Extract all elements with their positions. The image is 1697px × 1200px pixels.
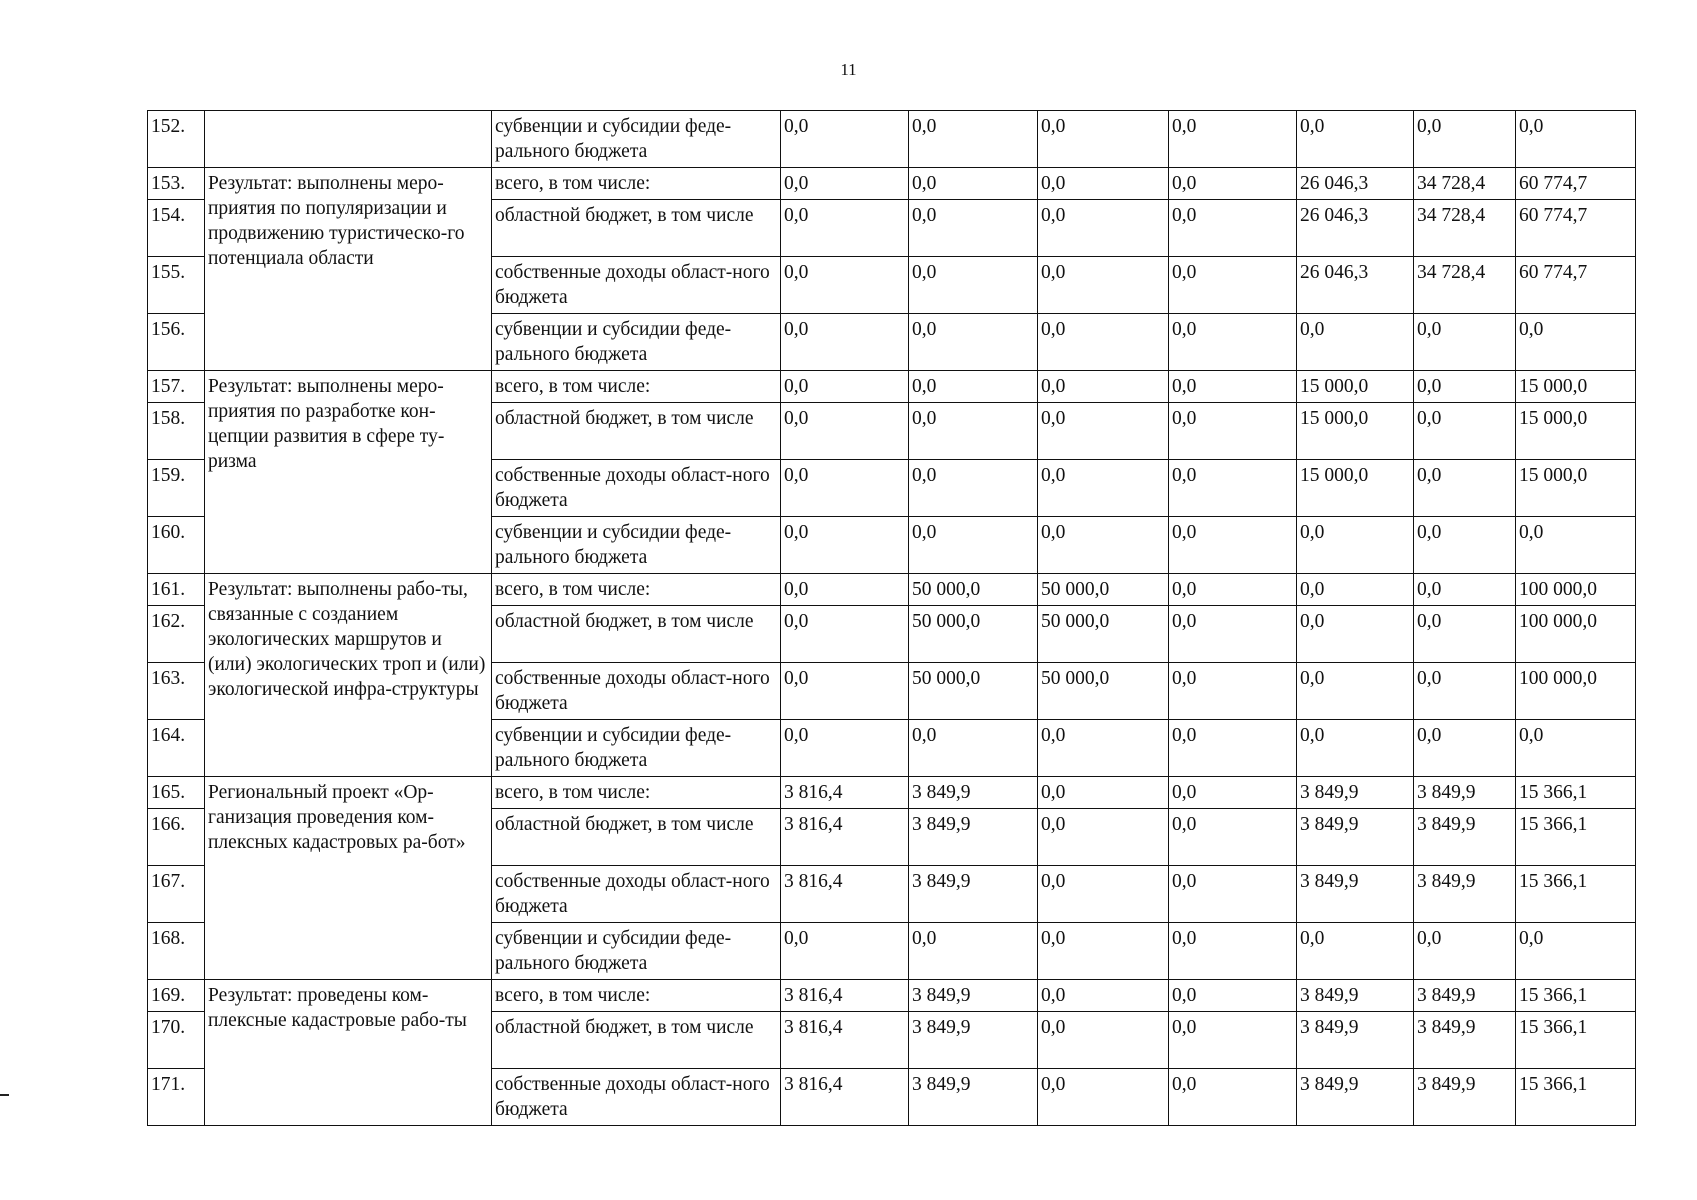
funding-source-cell: всего, в том числе:	[492, 574, 781, 606]
amount-cell: 15 366,1	[1516, 809, 1636, 866]
funding-source-cell: областной бюджет, в том числе	[492, 1012, 781, 1069]
amount-cell: 60 774,7	[1516, 168, 1636, 200]
amount-cell: 3 849,9	[1414, 809, 1516, 866]
funding-source-cell: областной бюджет, в том числе	[492, 606, 781, 663]
amount-cell: 34 728,4	[1414, 168, 1516, 200]
amount-cell: 0,0	[909, 371, 1038, 403]
amount-cell: 0,0	[1038, 168, 1169, 200]
amount-cell: 3 816,4	[781, 1012, 909, 1069]
funding-source-cell: областной бюджет, в том числе	[492, 809, 781, 866]
amount-cell: 0,0	[781, 257, 909, 314]
amount-cell: 0,0	[1169, 809, 1297, 866]
row-number-cell: 161.	[148, 574, 205, 606]
amount-cell: 0,0	[1038, 720, 1169, 777]
amount-cell: 3 849,9	[1297, 866, 1414, 923]
amount-cell: 0,0	[781, 460, 909, 517]
amount-cell: 0,0	[1169, 574, 1297, 606]
amount-cell: 50 000,0	[1038, 663, 1169, 720]
amount-cell: 0,0	[1297, 720, 1414, 777]
amount-cell: 0,0	[1297, 314, 1414, 371]
amount-cell: 3 849,9	[1414, 777, 1516, 809]
amount-cell: 0,0	[781, 720, 909, 777]
table-row	[148, 574, 1636, 606]
amount-cell: 50 000,0	[1038, 574, 1169, 606]
amount-cell: 0,0	[1169, 980, 1297, 1012]
amount-cell: 0,0	[909, 403, 1038, 460]
amount-cell: 0,0	[1038, 403, 1169, 460]
amount-cell: 0,0	[909, 111, 1038, 168]
amount-cell: 26 046,3	[1297, 257, 1414, 314]
funding-source-cell: собственные доходы област-ного бюджета	[492, 866, 781, 923]
table-body	[148, 111, 1636, 1126]
row-number-cell: 153.	[148, 168, 205, 200]
row-number-cell: 171.	[148, 1069, 205, 1126]
table-row	[148, 111, 1636, 168]
amount-cell: 0,0	[1516, 923, 1636, 980]
table-row	[148, 371, 1636, 403]
row-number-cell: 163.	[148, 663, 205, 720]
amount-cell: 50 000,0	[909, 663, 1038, 720]
amount-cell: 50 000,0	[909, 574, 1038, 606]
amount-cell: 0,0	[1038, 923, 1169, 980]
amount-cell: 100 000,0	[1516, 663, 1636, 720]
amount-cell: 15 000,0	[1516, 403, 1636, 460]
amount-cell: 0,0	[1169, 777, 1297, 809]
amount-cell: 3 816,4	[781, 866, 909, 923]
amount-cell: 3 849,9	[909, 1012, 1038, 1069]
amount-cell: 0,0	[1038, 1012, 1169, 1069]
row-number-cell: 170.	[148, 1012, 205, 1069]
amount-cell: 26 046,3	[1297, 200, 1414, 257]
row-number-cell: 167.	[148, 866, 205, 923]
amount-cell: 0,0	[1516, 517, 1636, 574]
row-number-cell: 157.	[148, 371, 205, 403]
amount-cell: 0,0	[1169, 1069, 1297, 1126]
amount-cell: 3 849,9	[909, 809, 1038, 866]
amount-cell: 15 366,1	[1516, 1069, 1636, 1126]
result-description-cell	[205, 111, 492, 168]
amount-cell: 0,0	[781, 606, 909, 663]
amount-cell: 0,0	[1297, 111, 1414, 168]
amount-cell: 0,0	[1297, 606, 1414, 663]
amount-cell: 0,0	[781, 200, 909, 257]
amount-cell: 0,0	[1169, 663, 1297, 720]
amount-cell: 3 849,9	[909, 980, 1038, 1012]
amount-cell: 0,0	[1169, 200, 1297, 257]
row-number-cell: 156.	[148, 314, 205, 371]
result-description-cell: Результат: проведены ком-плексные кадастровые рабо-ты	[205, 980, 492, 1126]
amount-cell: 34 728,4	[1414, 257, 1516, 314]
row-number-cell: 152.	[148, 111, 205, 168]
amount-cell: 0,0	[909, 720, 1038, 777]
amount-cell: 0,0	[1038, 517, 1169, 574]
amount-cell: 0,0	[1414, 606, 1516, 663]
funding-source-cell: собственные доходы област-ного бюджета	[492, 257, 781, 314]
amount-cell: 0,0	[909, 517, 1038, 574]
row-number-cell: 165.	[148, 777, 205, 809]
amount-cell: 0,0	[1169, 923, 1297, 980]
amount-cell: 0,0	[1414, 460, 1516, 517]
amount-cell: 0,0	[781, 663, 909, 720]
amount-cell: 0,0	[1038, 460, 1169, 517]
row-number-cell: 168.	[148, 923, 205, 980]
amount-cell: 0,0	[1038, 809, 1169, 866]
amount-cell: 0,0	[1414, 314, 1516, 371]
amount-cell: 0,0	[909, 168, 1038, 200]
amount-cell: 15 000,0	[1516, 460, 1636, 517]
row-number-cell: 154.	[148, 200, 205, 257]
row-number-cell: 169.	[148, 980, 205, 1012]
amount-cell: 60 774,7	[1516, 200, 1636, 257]
amount-cell: 0,0	[1414, 574, 1516, 606]
amount-cell: 3 849,9	[909, 777, 1038, 809]
amount-cell: 0,0	[1038, 257, 1169, 314]
amount-cell: 0,0	[1414, 663, 1516, 720]
amount-cell: 3 849,9	[1297, 980, 1414, 1012]
amount-cell: 0,0	[1516, 720, 1636, 777]
amount-cell: 0,0	[1169, 517, 1297, 574]
row-number-cell: 158.	[148, 403, 205, 460]
amount-cell: 3 849,9	[1297, 809, 1414, 866]
amount-cell: 15 366,1	[1516, 866, 1636, 923]
amount-cell: 3 849,9	[1414, 1069, 1516, 1126]
amount-cell: 0,0	[1414, 371, 1516, 403]
amount-cell: 60 774,7	[1516, 257, 1636, 314]
amount-cell: 0,0	[1297, 574, 1414, 606]
amount-cell: 0,0	[781, 574, 909, 606]
funding-source-cell: собственные доходы област-ного бюджета	[492, 460, 781, 517]
funding-source-cell: всего, в том числе:	[492, 777, 781, 809]
amount-cell: 50 000,0	[1038, 606, 1169, 663]
amount-cell: 0,0	[1038, 777, 1169, 809]
amount-cell: 15 366,1	[1516, 980, 1636, 1012]
funding-source-cell: всего, в том числе:	[492, 371, 781, 403]
amount-cell: 3 849,9	[1297, 777, 1414, 809]
amount-cell: 0,0	[1516, 111, 1636, 168]
result-description-cell: Результат: выполнены рабо-ты, связанные с созданием экологических маршрутов и (или) экологических троп и (или) экологической инфра-структуры	[205, 574, 492, 777]
amount-cell: 26 046,3	[1297, 168, 1414, 200]
amount-cell: 3 816,4	[781, 1069, 909, 1126]
amount-cell: 15 366,1	[1516, 777, 1636, 809]
amount-cell: 0,0	[1169, 257, 1297, 314]
table-row	[148, 980, 1636, 1012]
amount-cell: 0,0	[1297, 663, 1414, 720]
funding-source-cell: субвенции и субсидии феде-рального бюджета	[492, 314, 781, 371]
amount-cell: 0,0	[1169, 460, 1297, 517]
amount-cell: 15 000,0	[1297, 460, 1414, 517]
funding-source-cell: областной бюджет, в том числе	[492, 403, 781, 460]
amount-cell: 0,0	[1038, 314, 1169, 371]
amount-cell: 0,0	[909, 923, 1038, 980]
amount-cell: 0,0	[781, 314, 909, 371]
amount-cell: 0,0	[1169, 866, 1297, 923]
amount-cell: 0,0	[1414, 403, 1516, 460]
amount-cell: 0,0	[1169, 111, 1297, 168]
amount-cell: 0,0	[1038, 111, 1169, 168]
amount-cell: 0,0	[1169, 720, 1297, 777]
funding-source-cell: областной бюджет, в том числе	[492, 200, 781, 257]
result-description-cell: Результат: выполнены меро-приятия по популяризации и продвижению туристическо-го потенциала области	[205, 168, 492, 371]
amount-cell: 15 366,1	[1516, 1012, 1636, 1069]
amount-cell: 0,0	[1414, 111, 1516, 168]
funding-source-cell: субвенции и субсидии феде-рального бюджета	[492, 111, 781, 168]
amount-cell: 100 000,0	[1516, 606, 1636, 663]
amount-cell: 3 816,4	[781, 980, 909, 1012]
amount-cell: 0,0	[781, 403, 909, 460]
amount-cell: 15 000,0	[1297, 403, 1414, 460]
funding-source-cell: субвенции и субсидии феде-рального бюджета	[492, 517, 781, 574]
amount-cell: 0,0	[909, 200, 1038, 257]
amount-cell: 0,0	[909, 460, 1038, 517]
amount-cell: 0,0	[781, 371, 909, 403]
amount-cell: 3 849,9	[1414, 1012, 1516, 1069]
budget-table	[147, 110, 1636, 1126]
amount-cell: 0,0	[909, 257, 1038, 314]
amount-cell: 0,0	[781, 111, 909, 168]
amount-cell: 0,0	[1414, 923, 1516, 980]
margin-mark	[0, 1094, 9, 1096]
amount-cell: 0,0	[1297, 517, 1414, 574]
amount-cell: 3 849,9	[1297, 1012, 1414, 1069]
table-row	[148, 168, 1636, 200]
amount-cell: 0,0	[1038, 200, 1169, 257]
amount-cell: 15 000,0	[1516, 371, 1636, 403]
row-number-cell: 166.	[148, 809, 205, 866]
amount-cell: 3 816,4	[781, 809, 909, 866]
funding-source-cell: всего, в том числе:	[492, 168, 781, 200]
amount-cell: 0,0	[781, 517, 909, 574]
amount-cell: 0,0	[1038, 371, 1169, 403]
result-description-cell: Результат: выполнены меро-приятия по разработке кон-цепции развития в сфере ту-ризма	[205, 371, 492, 574]
row-number-cell: 155.	[148, 257, 205, 314]
row-number-cell: 162.	[148, 606, 205, 663]
amount-cell: 3 849,9	[1414, 980, 1516, 1012]
amount-cell: 0,0	[909, 314, 1038, 371]
amount-cell: 34 728,4	[1414, 200, 1516, 257]
amount-cell: 0,0	[1169, 168, 1297, 200]
funding-source-cell: собственные доходы област-ного бюджета	[492, 1069, 781, 1126]
amount-cell: 0,0	[1297, 923, 1414, 980]
amount-cell: 0,0	[1414, 517, 1516, 574]
amount-cell: 3 849,9	[1297, 1069, 1414, 1126]
amount-cell: 3 849,9	[909, 1069, 1038, 1126]
row-number-cell: 160.	[148, 517, 205, 574]
amount-cell: 3 849,9	[909, 866, 1038, 923]
amount-cell: 0,0	[781, 168, 909, 200]
funding-source-cell: субвенции и субсидии феде-рального бюджета	[492, 923, 781, 980]
amount-cell: 50 000,0	[909, 606, 1038, 663]
funding-source-cell: собственные доходы област-ного бюджета	[492, 663, 781, 720]
amount-cell: 0,0	[1169, 403, 1297, 460]
amount-cell: 0,0	[1414, 720, 1516, 777]
amount-cell: 100 000,0	[1516, 574, 1636, 606]
page-number: 11	[840, 60, 857, 79]
funding-source-cell: субвенции и субсидии феде-рального бюджета	[492, 720, 781, 777]
amount-cell: 0,0	[1038, 866, 1169, 923]
row-number-cell: 164.	[148, 720, 205, 777]
amount-cell: 0,0	[781, 923, 909, 980]
funding-source-cell: всего, в том числе:	[492, 980, 781, 1012]
amount-cell: 0,0	[1516, 314, 1636, 371]
amount-cell: 0,0	[1038, 1069, 1169, 1126]
result-description-cell: Региональный проект «Ор-ганизация проведения ком-плексных кадастровых ра-бот»	[205, 777, 492, 980]
table-row	[148, 777, 1636, 809]
amount-cell: 3 816,4	[781, 777, 909, 809]
amount-cell: 0,0	[1169, 314, 1297, 371]
amount-cell: 15 000,0	[1297, 371, 1414, 403]
amount-cell: 0,0	[1038, 980, 1169, 1012]
amount-cell: 0,0	[1169, 606, 1297, 663]
amount-cell: 0,0	[1169, 371, 1297, 403]
row-number-cell: 159.	[148, 460, 205, 517]
amount-cell: 0,0	[1169, 1012, 1297, 1069]
amount-cell: 3 849,9	[1414, 866, 1516, 923]
